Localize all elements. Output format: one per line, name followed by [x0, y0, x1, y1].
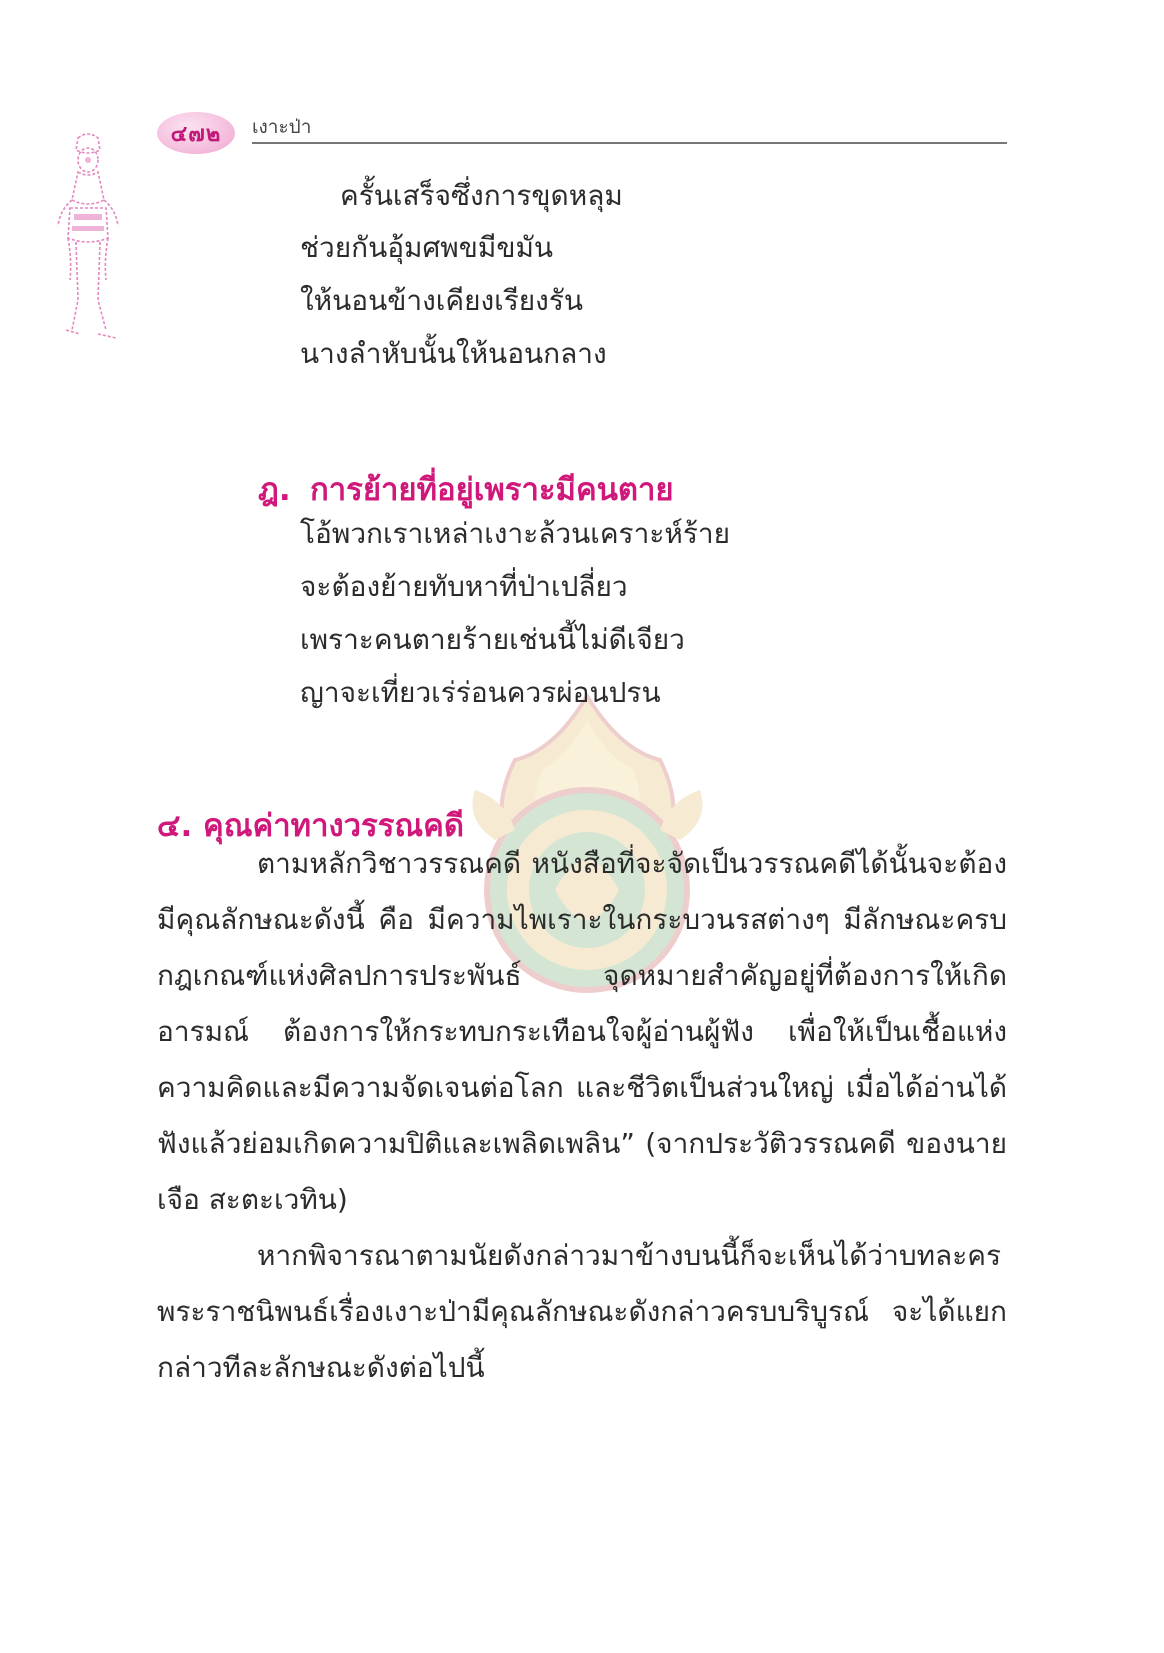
subsection-label: ฎ. — [258, 472, 291, 508]
page-number: ๔๗๒ — [170, 121, 222, 147]
paragraph-line: กล่าวทีละลักษณะดังต่อไปนี้ — [157, 1351, 485, 1384]
verse-line: ให้นอนข้างเคียงเรียงรัน — [300, 284, 584, 317]
verse-line: จะต้องย้ายทับหาที่ป่าเปลี่ยว — [300, 570, 628, 603]
page-number-badge — [157, 112, 235, 154]
paragraph-line: อารมณ์ ต้องการให้กระทบกระเทือนใจผู้อ่านผู้ฟัง เพื่อให้เป็นเชื้อแห่ง — [157, 1015, 1007, 1048]
paragraph-line: ความคิดและมีความจัดเจนต่อโลก และชีวิตเป็นส่วนใหญ่ เมื่อได้อ่านได้ — [157, 1071, 1007, 1104]
running-title: เงาะป่า — [252, 116, 312, 138]
paragraph — [157, 836, 1007, 1228]
header-rule — [252, 142, 1007, 144]
paragraph — [157, 1228, 1007, 1396]
paragraph-line: เจือ สะตะเวทิน) — [157, 1183, 348, 1216]
paragraph-line: มีคุณลักษณะดังนี้ คือ มีความไพเราะในกระบวนรสต่างๆ มีลักษณะครบ — [157, 903, 1007, 936]
dancer-figure-illustration — [48, 130, 128, 345]
verse-line: ครั้นเสร็จซึ่งการขุดหลุม — [340, 179, 623, 212]
verse-line: ช่วยกันอุ้มศพขมีขมัน — [300, 231, 554, 264]
paragraph-line: ฟังแล้วย่อมเกิดความปิติและเพลิดเพลิน” (จากประวัติวรรณคดี ของนาย — [157, 1127, 1007, 1160]
paragraph-line: พระราชนิพนธ์เรื่องเงาะป่ามีคุณลักษณะดังกล่าวครบบริบูรณ์ จะได้แยก — [157, 1295, 1007, 1328]
paragraph-line: หากพิจารณาตามนัยดังกล่าวมาข้างบนนี้ก็จะเห็นได้ว่าบทละคร — [257, 1239, 1002, 1272]
verse-line: เพราะคนตายร้ายเช่นนี้ไม่ดีเจียว — [300, 623, 685, 656]
subsection-heading — [258, 464, 674, 514]
verse-line: นางลำหับนั้นให้นอนกลาง — [300, 337, 607, 370]
paragraph-line: กฎเกณฑ์แห่งศิลปการประพันธ์ จุดหมายสำคัญอยู่ที่ต้องการให้เกิด — [157, 959, 1007, 992]
verse-line: โอ้พวกเราเหล่าเงาะล้วนเคราะห์ร้าย — [300, 517, 730, 550]
paragraph-line: ตามหลักวิชาวรรณคดี หนังสือที่จะจัดเป็นวรรณคดีได้นั้นจะต้อง — [257, 847, 1007, 880]
verse-line: ญาจะเที่ยวเร่ร่อนควรผ่อนปรน — [300, 676, 661, 709]
subsection-title: การย้ายที่อยู่เพราะมีคนตาย — [310, 472, 674, 508]
section-heading: ๔. คุณค่าทางวรรณคดี — [157, 808, 464, 844]
